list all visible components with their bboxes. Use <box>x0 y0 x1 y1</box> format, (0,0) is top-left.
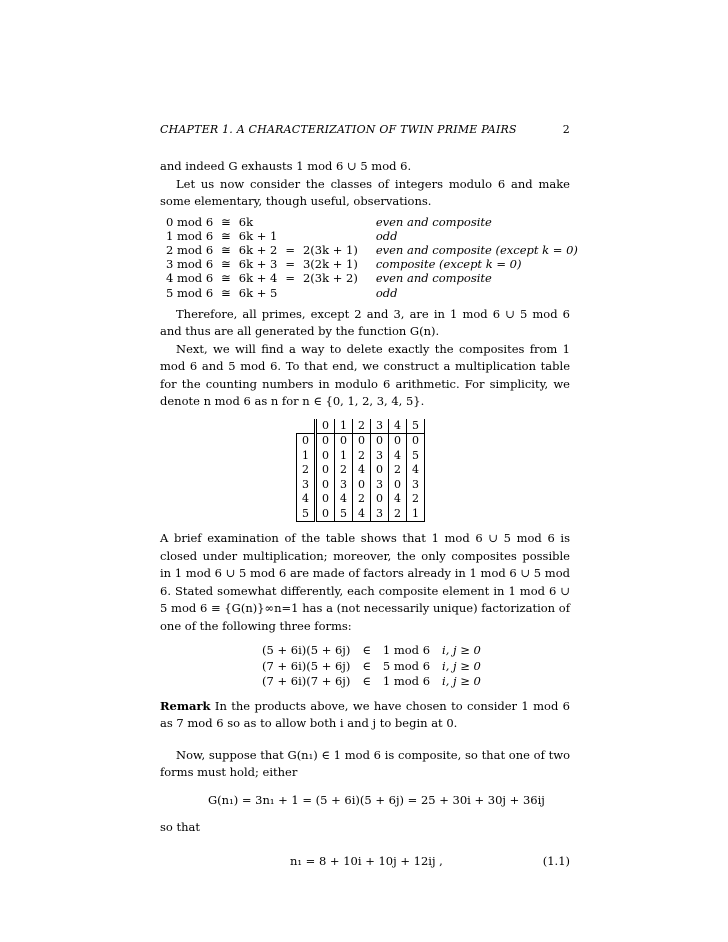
form-product: (5 + 6i)(5 + 6j) <box>262 643 351 658</box>
class-eq: = <box>285 271 295 286</box>
form-cond: i, j ≥ 0 <box>442 643 481 658</box>
mult-row <box>297 478 425 493</box>
class-fac <box>299 286 362 300</box>
paragraph-1: and indeed G exhausts 1 mod 6 ∪ 5 mod 6. <box>160 159 412 173</box>
mult-cell: 0 <box>353 478 371 493</box>
remark-paragraph <box>160 698 570 733</box>
mult-corner-cell <box>297 419 316 434</box>
mult-header-cell: 3 <box>371 419 389 434</box>
equation-2-row <box>160 853 570 871</box>
mult-header-cell: 5 <box>407 419 425 434</box>
mult-cell: 0 <box>316 478 335 493</box>
mult-header-cell: 2 <box>353 419 371 434</box>
class-fac: 3(2k + 1) <box>302 257 358 272</box>
paragraph-4: Next, we will find a way to delete exactly the composites from 1 mod 6 and 5 mod 6. To that end, we construct a multiplication table for the counting numbers in modulo 6 arithmetic. For simplicity, we denote n mod 6 as n for n ∈ {0, 1, 2, 3, 4, 5}. <box>160 341 570 409</box>
mult-cell: 3 <box>335 478 353 493</box>
class-fac: 2(3k + 2) <box>302 271 358 286</box>
equation-number: (1.1) <box>542 853 570 868</box>
class-row <box>166 243 582 257</box>
mult-cell: 0 <box>316 463 335 478</box>
factorization-forms-table <box>256 643 487 690</box>
mult-cell: 1 <box>407 507 425 522</box>
mult-cell: 2 <box>389 463 407 478</box>
class-fac: 2(3k + 1) <box>302 242 358 257</box>
form-cond: i, j ≥ 0 <box>442 658 481 673</box>
class-row <box>166 286 582 300</box>
form-product: (7 + 6i)(7 + 6j) <box>262 674 351 689</box>
form-class: 1 mod 6 <box>382 643 431 658</box>
mult-cell: 4 <box>407 463 425 478</box>
mult-cell: 0 <box>335 434 353 449</box>
form-class: 5 mod 6 <box>382 658 431 673</box>
form-in: ∈ <box>362 658 371 673</box>
form-cond: i, j ≥ 0 <box>442 674 481 689</box>
mult-cell: 1 <box>335 449 353 464</box>
mult-cell: 0 <box>407 434 425 449</box>
class-form: 6k + 4 <box>238 271 278 286</box>
mult-cell: 3 <box>371 507 389 522</box>
class-form: 6k + 1 <box>238 228 278 243</box>
mult-header-cell: 4 <box>389 419 407 434</box>
mult-row-label: 3 <box>297 478 316 493</box>
class-form: 6k + 3 <box>238 257 278 272</box>
mult-cell: 2 <box>335 463 353 478</box>
class-note: even and composite <box>375 214 492 229</box>
form-in: ∈ <box>362 674 371 689</box>
mult-cell: 0 <box>316 434 335 449</box>
mult-cell: 4 <box>353 507 371 522</box>
mult-row <box>297 463 425 478</box>
class-eq <box>281 215 299 229</box>
class-note: even and composite <box>375 271 492 286</box>
class-cong: ≅ <box>221 242 231 257</box>
form-row <box>256 659 487 675</box>
class-fac <box>299 215 362 229</box>
mult-cell: 0 <box>389 434 407 449</box>
mult-cell: 4 <box>389 449 407 464</box>
mult-cell: 0 <box>316 507 335 522</box>
form-class: 1 mod 6 <box>382 674 431 689</box>
class-eq: = <box>285 242 295 257</box>
mult-cell: 5 <box>335 507 353 522</box>
mult-cell: 0 <box>316 492 335 507</box>
mult-cell: 2 <box>389 507 407 522</box>
form-row <box>256 643 487 659</box>
class-cong: ≅ <box>221 228 231 243</box>
class-eq: = <box>285 257 295 272</box>
paragraph-3: Therefore, all primes, except 2 and 3, are in 1 mod 6 ∪ 5 mod 6 and thus are all generated by the function G(n). <box>160 306 570 339</box>
so-that-text: so that <box>160 820 200 835</box>
mult-cell: 2 <box>407 492 425 507</box>
class-row <box>166 271 582 285</box>
residue-classes-table <box>166 215 582 300</box>
body-text <box>160 158 578 871</box>
class-cong: ≅ <box>221 257 231 272</box>
mult-cell: 0 <box>371 463 389 478</box>
mult-row <box>297 449 425 464</box>
mult-header-cell: 1 <box>335 419 353 434</box>
mult-row-label: 1 <box>297 449 316 464</box>
equation-1: G(n₁) = 3n₁ + 1 = (5 + 6i)(5 + 6j) = 25 + 30i + 30j + 36ij <box>208 792 545 807</box>
class-row <box>166 257 582 271</box>
mult-cell: 3 <box>371 478 389 493</box>
remark-label: Remark <box>160 698 211 713</box>
class-note: odd <box>375 285 398 300</box>
mult-row-label: 0 <box>297 434 316 449</box>
form-product: (7 + 6i)(5 + 6j) <box>262 658 351 673</box>
class-note: composite (except k = 0) <box>375 257 522 272</box>
form-row <box>256 674 487 690</box>
class-note: odd <box>375 228 398 243</box>
mult-row <box>297 492 425 507</box>
class-mod: 3 mod 6 <box>166 257 214 272</box>
mult-row <box>297 507 425 522</box>
class-mod: 4 mod 6 <box>166 271 214 286</box>
mult-cell: 0 <box>389 478 407 493</box>
class-cong: ≅ <box>221 285 231 300</box>
mult-header-cell: 0 <box>316 419 335 434</box>
running-header <box>160 121 570 139</box>
class-form: 6k + 2 <box>238 242 278 257</box>
paragraph-6: Now, suppose that G(n₁) ∈ 1 mod 6 is composite, so that one of two forms must hold; either <box>160 747 570 780</box>
mult-cell: 4 <box>353 463 371 478</box>
mult-cell: 0 <box>316 449 335 464</box>
mult-row-label: 5 <box>297 507 316 522</box>
mult-row <box>297 434 425 449</box>
class-fac <box>299 229 362 243</box>
class-eq <box>281 286 299 300</box>
class-note: even and composite (except k = 0) <box>375 242 578 257</box>
mult-cell: 0 <box>371 492 389 507</box>
mult-header-row <box>297 419 425 434</box>
class-cong: ≅ <box>221 271 231 286</box>
paragraph-5: A brief examination of the table shows that 1 mod 6 ∪ 5 mod 6 is closed under multiplication; moreover, the only composites possible in 1 mod 6 ∪ 5 mod 6 are made of factors already in 1 mod 6 ∪ 5 mod 6. Stated somewhat differently, each composite element in 1 mod 6 ∪ 5 mod 6 ≡ {G(n)}∞n=1 has a (not necessarily unique) factorization of one of the following three forms: <box>160 531 570 633</box>
class-mod: 5 mod 6 <box>166 285 214 300</box>
page-number: 2 <box>562 123 570 136</box>
mult-cell: 0 <box>353 434 371 449</box>
form-in: ∈ <box>362 643 371 658</box>
mult-cell: 3 <box>407 478 425 493</box>
class-row <box>166 229 582 243</box>
mult-cell: 3 <box>371 449 389 464</box>
mult-row-label: 2 <box>297 463 316 478</box>
equation-2: n₁ = 8 + 10i + 10j + 12ij , <box>290 853 443 868</box>
mult-cell: 4 <box>389 492 407 507</box>
mult-cell: 5 <box>407 449 425 464</box>
class-row <box>166 215 582 229</box>
class-form: 6k <box>238 214 254 229</box>
running-title: CHAPTER 1. A CHARACTERIZATION OF TWIN PRIME PAIRS <box>160 123 517 136</box>
class-cong: ≅ <box>221 214 231 229</box>
mult-cell: 4 <box>335 492 353 507</box>
multiplication-table <box>296 419 425 523</box>
class-form: 6k + 5 <box>238 285 278 300</box>
mult-cell: 2 <box>353 492 371 507</box>
remark-text: In the products above, we have chosen to consider 1 mod 6 as 7 mod 6 so as to allow both i and j to begin at 0. <box>160 698 571 731</box>
paragraph-2: Let us now consider the classes of integers modulo 6 and make some elementary, though useful, observations. <box>160 176 570 208</box>
mult-row-label: 4 <box>297 492 316 507</box>
mult-cell: 0 <box>371 434 389 449</box>
class-mod: 0 mod 6 <box>166 214 214 229</box>
class-mod: 2 mod 6 <box>166 242 214 257</box>
mult-cell: 2 <box>353 449 371 464</box>
class-mod: 1 mod 6 <box>166 228 214 243</box>
class-eq <box>281 229 299 243</box>
